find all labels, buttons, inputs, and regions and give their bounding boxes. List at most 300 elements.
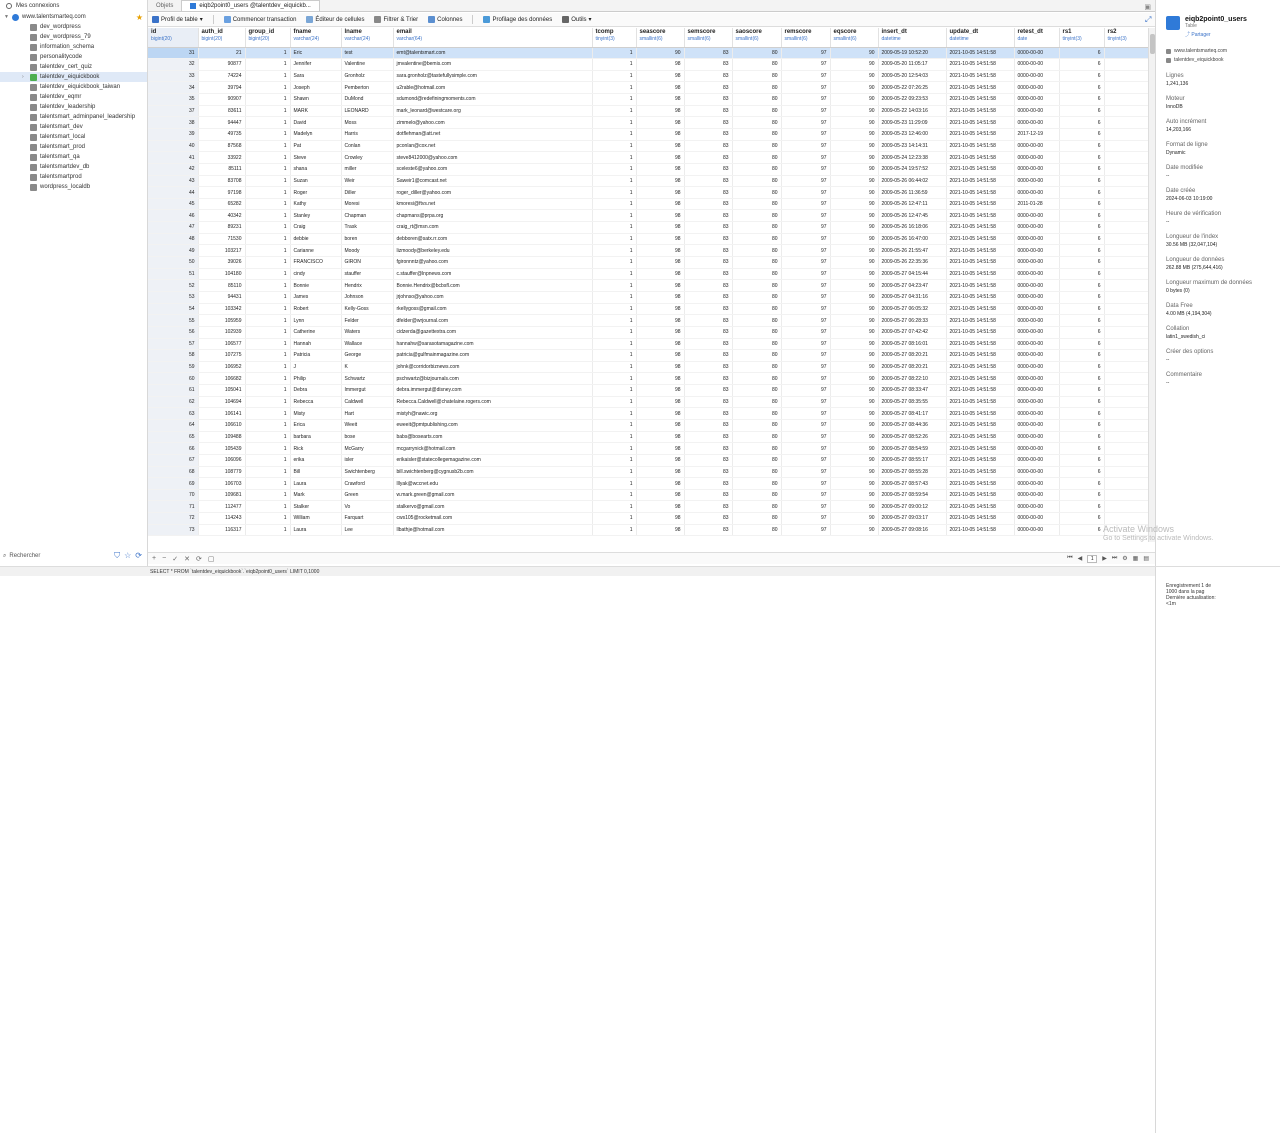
- column-header-seascore[interactable]: [636, 28, 684, 47]
- add-row-icon[interactable]: +: [152, 555, 157, 562]
- share-link[interactable]: ⤴ Partager: [1185, 32, 1211, 38]
- cell-semscore[interactable]: 83: [684, 163, 732, 175]
- cell-semscore[interactable]: 83: [684, 443, 732, 455]
- cell-rs1[interactable]: 6: [1059, 303, 1104, 315]
- cell-retest_dt[interactable]: 0000-00-00: [1014, 361, 1059, 373]
- table-row[interactable]: [148, 454, 1148, 466]
- cell-update_dt[interactable]: 2021-10-05 14:51:58: [946, 361, 1014, 373]
- column-header-id[interactable]: [148, 28, 198, 47]
- cell-insert_dt[interactable]: 2009-05-19 10:52:20: [878, 47, 946, 59]
- cell-email[interactable]: chapmans@prpa.org: [393, 210, 592, 222]
- cell-insert_dt[interactable]: 2009-05-27 08:22:10: [878, 373, 946, 385]
- cell-seascore[interactable]: 98: [636, 117, 684, 129]
- cell-remscore[interactable]: 97: [781, 175, 830, 187]
- cell-saoscore[interactable]: 80: [732, 70, 781, 82]
- cell-lname[interactable]: Diller: [341, 187, 393, 199]
- cell-email[interactable]: sceleste6@yahoo.com: [393, 163, 592, 175]
- cell-insert_dt[interactable]: 2009-05-23 11:29:09: [878, 117, 946, 129]
- cell-tcomp[interactable]: 1: [592, 268, 636, 280]
- cell-id[interactable]: 47: [148, 222, 198, 234]
- cell-saoscore[interactable]: 80: [732, 513, 781, 525]
- cell-retest_dt[interactable]: 0000-00-00: [1014, 524, 1059, 536]
- cell-id[interactable]: 58: [148, 350, 198, 362]
- cell-fname[interactable]: debbie: [290, 233, 341, 245]
- cell-fname[interactable]: Debra: [290, 385, 341, 397]
- cell-id[interactable]: 57: [148, 338, 198, 350]
- cell-rs1[interactable]: 6: [1059, 408, 1104, 420]
- table-row[interactable]: [148, 187, 1148, 199]
- cell-tcomp[interactable]: 1: [592, 210, 636, 222]
- cell-group_id[interactable]: 1: [245, 408, 290, 420]
- cell-group_id[interactable]: 1: [245, 187, 290, 199]
- cell-retest_dt[interactable]: 0000-00-00: [1014, 257, 1059, 269]
- cell-rs2[interactable]: [1104, 291, 1148, 303]
- form-view-icon[interactable]: ▤: [1143, 556, 1149, 562]
- cell-tcomp[interactable]: 1: [592, 408, 636, 420]
- cell-rs1[interactable]: 6: [1059, 59, 1104, 71]
- cell-remscore[interactable]: 97: [781, 478, 830, 490]
- cell-rs2[interactable]: [1104, 443, 1148, 455]
- cell-rs1[interactable]: 6: [1059, 431, 1104, 443]
- cell-tcomp[interactable]: 1: [592, 350, 636, 362]
- cell-semscore[interactable]: 83: [684, 233, 732, 245]
- cell-saoscore[interactable]: 80: [732, 303, 781, 315]
- cell-lname[interactable]: Felder: [341, 315, 393, 327]
- cell-seascore[interactable]: 98: [636, 152, 684, 164]
- cell-id[interactable]: 63: [148, 408, 198, 420]
- cell-auth_id[interactable]: 39794: [198, 82, 245, 94]
- table-row[interactable]: [148, 420, 1148, 432]
- cell-id[interactable]: 56: [148, 326, 198, 338]
- cell-saoscore[interactable]: 80: [732, 431, 781, 443]
- cell-fname[interactable]: cindy: [290, 268, 341, 280]
- cell-semscore[interactable]: 83: [684, 396, 732, 408]
- cell-retest_dt[interactable]: 0000-00-00: [1014, 291, 1059, 303]
- cell-lname[interactable]: LEONARD: [341, 105, 393, 117]
- cell-id[interactable]: 54: [148, 303, 198, 315]
- cell-semscore[interactable]: 83: [684, 117, 732, 129]
- cell-eqscore[interactable]: 90: [830, 280, 878, 292]
- cell-update_dt[interactable]: 2021-10-05 14:51:58: [946, 350, 1014, 362]
- table-row[interactable]: [148, 524, 1148, 536]
- cell-remscore[interactable]: 97: [781, 408, 830, 420]
- cell-remscore[interactable]: 97: [781, 280, 830, 292]
- cell-update_dt[interactable]: 2021-10-05 14:51:58: [946, 233, 1014, 245]
- cell-rs2[interactable]: [1104, 59, 1148, 71]
- cell-saoscore[interactable]: 80: [732, 373, 781, 385]
- cell-auth_id[interactable]: 40342: [198, 210, 245, 222]
- cell-semscore[interactable]: 83: [684, 222, 732, 234]
- cell-saoscore[interactable]: 80: [732, 47, 781, 59]
- cell-eqscore[interactable]: 90: [830, 222, 878, 234]
- cell-lname[interactable]: Lee: [341, 524, 393, 536]
- cell-update_dt[interactable]: 2021-10-05 14:51:58: [946, 291, 1014, 303]
- cell-eqscore[interactable]: 90: [830, 187, 878, 199]
- cell-eqscore[interactable]: 90: [830, 152, 878, 164]
- cell-saoscore[interactable]: 80: [732, 105, 781, 117]
- cell-fname[interactable]: Madelyn: [290, 128, 341, 140]
- cell-group_id[interactable]: 1: [245, 431, 290, 443]
- cell-id[interactable]: 34: [148, 82, 198, 94]
- cell-semscore[interactable]: 83: [684, 338, 732, 350]
- cell-remscore[interactable]: 97: [781, 140, 830, 152]
- cell-remscore[interactable]: 97: [781, 361, 830, 373]
- cell-seascore[interactable]: 98: [636, 350, 684, 362]
- cell-eqscore[interactable]: 90: [830, 70, 878, 82]
- cell-semscore[interactable]: 83: [684, 501, 732, 513]
- cell-remscore[interactable]: 97: [781, 291, 830, 303]
- cell-rs1[interactable]: 6: [1059, 396, 1104, 408]
- cell-semscore[interactable]: 83: [684, 245, 732, 257]
- cell-tcomp[interactable]: 1: [592, 291, 636, 303]
- sidebar-item-database[interactable]: [0, 72, 147, 82]
- cell-seascore[interactable]: 98: [636, 361, 684, 373]
- cell-semscore[interactable]: 83: [684, 350, 732, 362]
- cell-id[interactable]: 69: [148, 478, 198, 490]
- cell-auth_id[interactable]: 104694: [198, 396, 245, 408]
- cell-rs2[interactable]: [1104, 94, 1148, 106]
- cell-insert_dt[interactable]: 2009-05-27 08:35:55: [878, 396, 946, 408]
- cell-retest_dt[interactable]: 0000-00-00: [1014, 326, 1059, 338]
- cell-lname[interactable]: isler: [341, 454, 393, 466]
- cell-tcomp[interactable]: 1: [592, 187, 636, 199]
- cell-rs1[interactable]: 6: [1059, 501, 1104, 513]
- cell-group_id[interactable]: 1: [245, 524, 290, 536]
- cell-insert_dt[interactable]: 2009-05-27 06:28:33: [878, 315, 946, 327]
- cell-saoscore[interactable]: 80: [732, 59, 781, 71]
- cell-retest_dt[interactable]: 0000-00-00: [1014, 315, 1059, 327]
- cell-eqscore[interactable]: 90: [830, 82, 878, 94]
- cell-seascore[interactable]: 98: [636, 257, 684, 269]
- refresh-icon[interactable]: ⟳: [135, 551, 142, 560]
- cell-id[interactable]: 55: [148, 315, 198, 327]
- cell-update_dt[interactable]: 2021-10-05 14:51:58: [946, 408, 1014, 420]
- cell-insert_dt[interactable]: 2009-05-27 08:44:36: [878, 420, 946, 432]
- star-outline-icon[interactable]: ☆: [124, 551, 132, 560]
- cell-group_id[interactable]: 1: [245, 94, 290, 106]
- cell-auth_id[interactable]: 33922: [198, 152, 245, 164]
- cell-saoscore[interactable]: 80: [732, 152, 781, 164]
- cell-eqscore[interactable]: 90: [830, 431, 878, 443]
- cell-rs1[interactable]: 6: [1059, 105, 1104, 117]
- cell-semscore[interactable]: 83: [684, 385, 732, 397]
- cell-update_dt[interactable]: 2021-10-05 14:51:58: [946, 326, 1014, 338]
- cell-retest_dt[interactable]: 0000-00-00: [1014, 454, 1059, 466]
- tab-objects[interactable]: Objets: [156, 2, 174, 9]
- cell-fname[interactable]: Shawn: [290, 94, 341, 106]
- cell-retest_dt[interactable]: 0000-00-00: [1014, 117, 1059, 129]
- cell-eqscore[interactable]: 90: [830, 478, 878, 490]
- cell-group_id[interactable]: 1: [245, 117, 290, 129]
- cell-eqscore[interactable]: 90: [830, 396, 878, 408]
- cell-eqscore[interactable]: 90: [830, 315, 878, 327]
- cell-saoscore[interactable]: 80: [732, 454, 781, 466]
- cell-rs1[interactable]: 6: [1059, 210, 1104, 222]
- expand-icon[interactable]: ⤢: [1145, 15, 1152, 24]
- cell-eqscore[interactable]: 90: [830, 47, 878, 59]
- cell-eqscore[interactable]: 90: [830, 128, 878, 140]
- cell-auth_id[interactable]: 97198: [198, 187, 245, 199]
- cell-remscore[interactable]: 97: [781, 385, 830, 397]
- cell-insert_dt[interactable]: 2009-05-24 19:57:52: [878, 163, 946, 175]
- cell-fname[interactable]: Steve: [290, 152, 341, 164]
- column-header-auth_id[interactable]: [198, 28, 245, 47]
- cell-rs2[interactable]: [1104, 117, 1148, 129]
- cell-fname[interactable]: Patricia: [290, 350, 341, 362]
- cell-id[interactable]: 39: [148, 128, 198, 140]
- cell-lname[interactable]: Crowley: [341, 152, 393, 164]
- cell-tcomp[interactable]: 1: [592, 431, 636, 443]
- cell-update_dt[interactable]: 2021-10-05 14:51:58: [946, 175, 1014, 187]
- cell-lname[interactable]: Crawford: [341, 478, 393, 490]
- cell-auth_id[interactable]: 105041: [198, 385, 245, 397]
- cell-eqscore[interactable]: 90: [830, 105, 878, 117]
- table-row[interactable]: [148, 82, 1148, 94]
- cell-email[interactable]: mistyh@nawic.org: [393, 408, 592, 420]
- cell-remscore[interactable]: 97: [781, 163, 830, 175]
- cell-group_id[interactable]: 1: [245, 443, 290, 455]
- cell-eqscore[interactable]: 90: [830, 420, 878, 432]
- cell-seascore[interactable]: 98: [636, 140, 684, 152]
- cell-remscore[interactable]: 97: [781, 210, 830, 222]
- cell-email[interactable]: babs@bosearts.com: [393, 431, 592, 443]
- chevron-down-icon[interactable]: ▼: [4, 14, 9, 20]
- cell-rs1[interactable]: 6: [1059, 420, 1104, 432]
- cell-id[interactable]: 70: [148, 489, 198, 501]
- cell-fname[interactable]: Misty: [290, 408, 341, 420]
- cell-remscore[interactable]: 97: [781, 70, 830, 82]
- cell-tcomp[interactable]: 1: [592, 478, 636, 490]
- cell-saoscore[interactable]: 80: [732, 280, 781, 292]
- column-header-saoscore[interactable]: [732, 28, 781, 47]
- cell-auth_id[interactable]: 85110: [198, 280, 245, 292]
- cell-email[interactable]: emt@talentsmart.com: [393, 47, 592, 59]
- cell-remscore[interactable]: 97: [781, 466, 830, 478]
- cell-rs1[interactable]: 6: [1059, 280, 1104, 292]
- cell-rs2[interactable]: [1104, 303, 1148, 315]
- cell-semscore[interactable]: 83: [684, 268, 732, 280]
- cell-rs2[interactable]: [1104, 350, 1148, 362]
- cell-lname[interactable]: Moresi: [341, 198, 393, 210]
- cell-semscore[interactable]: 83: [684, 291, 732, 303]
- cell-retest_dt[interactable]: 0000-00-00: [1014, 478, 1059, 490]
- cell-insert_dt[interactable]: 2009-05-27 08:55:28: [878, 466, 946, 478]
- cell-auth_id[interactable]: 83611: [198, 105, 245, 117]
- cell-tcomp[interactable]: 1: [592, 140, 636, 152]
- cell-lname[interactable]: Vo: [341, 501, 393, 513]
- cell-fname[interactable]: Suzan: [290, 175, 341, 187]
- cell-update_dt[interactable]: 2021-10-05 14:51:58: [946, 117, 1014, 129]
- settings-icon[interactable]: ⚙: [1122, 556, 1128, 562]
- cell-lname[interactable]: Wallace: [341, 338, 393, 350]
- cell-group_id[interactable]: 1: [245, 47, 290, 59]
- cell-fname[interactable]: Bonnie: [290, 280, 341, 292]
- cell-fname[interactable]: Jennifer: [290, 59, 341, 71]
- cell-lname[interactable]: miller: [341, 163, 393, 175]
- cell-saoscore[interactable]: 80: [732, 291, 781, 303]
- tab-table[interactable]: eiqb2point0_users @talentdev_eiquickb...: [181, 0, 320, 11]
- cell-email[interactable]: lllyak@wccnet.edu: [393, 478, 592, 490]
- cell-email[interactable]: johnk@corridorbiznews.com: [393, 361, 592, 373]
- cell-id[interactable]: 64: [148, 420, 198, 432]
- search-input[interactable]: Rechercher: [9, 553, 41, 559]
- cell-saoscore[interactable]: 80: [732, 198, 781, 210]
- cell-email[interactable]: mark_leonard@westcare.org: [393, 105, 592, 117]
- cell-eqscore[interactable]: 90: [830, 385, 878, 397]
- cell-retest_dt[interactable]: 0000-00-00: [1014, 431, 1059, 443]
- cell-email[interactable]: mcgarrynick@hotmail.com: [393, 443, 592, 455]
- cell-rs1[interactable]: 6: [1059, 466, 1104, 478]
- cell-fname[interactable]: Catherine: [290, 326, 341, 338]
- cell-update_dt[interactable]: 2021-10-05 14:51:58: [946, 245, 1014, 257]
- cell-id[interactable]: 49: [148, 245, 198, 257]
- cell-lname[interactable]: McGarry: [341, 443, 393, 455]
- cell-tcomp[interactable]: 1: [592, 222, 636, 234]
- cell-lname[interactable]: test: [341, 47, 393, 59]
- cell-auth_id[interactable]: 106141: [198, 408, 245, 420]
- cell-insert_dt[interactable]: 2009-05-27 08:54:59: [878, 443, 946, 455]
- cell-email[interactable]: kmoresi@ftvs.net: [393, 198, 592, 210]
- cell-auth_id[interactable]: 74224: [198, 70, 245, 82]
- cell-insert_dt[interactable]: 2009-05-27 06:05:32: [878, 303, 946, 315]
- cell-email[interactable]: fgironnntz@yahoo.com: [393, 257, 592, 269]
- cell-tcomp[interactable]: 1: [592, 117, 636, 129]
- cell-lname[interactable]: Harris: [341, 128, 393, 140]
- cell-seascore[interactable]: 98: [636, 198, 684, 210]
- cell-remscore[interactable]: 97: [781, 268, 830, 280]
- sidebar-item-database[interactable]: [0, 172, 147, 182]
- cell-lname[interactable]: Johnson: [341, 291, 393, 303]
- cell-remscore[interactable]: 97: [781, 303, 830, 315]
- cell-rs1[interactable]: 6: [1059, 175, 1104, 187]
- cell-auth_id[interactable]: 112477: [198, 501, 245, 513]
- cell-saoscore[interactable]: 80: [732, 245, 781, 257]
- cell-semscore[interactable]: 83: [684, 82, 732, 94]
- cell-group_id[interactable]: 1: [245, 350, 290, 362]
- cell-id[interactable]: 66: [148, 443, 198, 455]
- cell-id[interactable]: 72: [148, 513, 198, 525]
- cell-group_id[interactable]: 1: [245, 326, 290, 338]
- cell-rs2[interactable]: [1104, 326, 1148, 338]
- cell-fname[interactable]: Carianne: [290, 245, 341, 257]
- cell-eqscore[interactable]: 90: [830, 454, 878, 466]
- cell-rs1[interactable]: 6: [1059, 187, 1104, 199]
- cell-rs2[interactable]: [1104, 478, 1148, 490]
- cell-group_id[interactable]: 1: [245, 210, 290, 222]
- cell-remscore[interactable]: 97: [781, 117, 830, 129]
- cell-id[interactable]: 65: [148, 431, 198, 443]
- cell-lname[interactable]: Kelly-Goss: [341, 303, 393, 315]
- cell-eqscore[interactable]: 90: [830, 513, 878, 525]
- cell-group_id[interactable]: 1: [245, 373, 290, 385]
- cell-email[interactable]: jmvalentine@bemis.com: [393, 59, 592, 71]
- cell-rs1[interactable]: 6: [1059, 152, 1104, 164]
- cell-rs2[interactable]: [1104, 513, 1148, 525]
- cell-editor-button[interactable]: Éditeur de cellules: [306, 16, 364, 23]
- cell-lname[interactable]: Caldwell: [341, 396, 393, 408]
- cell-auth_id[interactable]: 103217: [198, 245, 245, 257]
- cell-lname[interactable]: George: [341, 350, 393, 362]
- cell-saoscore[interactable]: 80: [732, 361, 781, 373]
- cell-eqscore[interactable]: 90: [830, 443, 878, 455]
- cell-saoscore[interactable]: 80: [732, 268, 781, 280]
- table-row[interactable]: [148, 70, 1148, 82]
- cell-lname[interactable]: Conlan: [341, 140, 393, 152]
- cell-auth_id[interactable]: 106577: [198, 338, 245, 350]
- cell-id[interactable]: 46: [148, 210, 198, 222]
- cell-rs2[interactable]: [1104, 222, 1148, 234]
- cell-auth_id[interactable]: 106952: [198, 361, 245, 373]
- cell-retest_dt[interactable]: 0000-00-00: [1014, 466, 1059, 478]
- cell-remscore[interactable]: 97: [781, 245, 830, 257]
- cell-tcomp[interactable]: 1: [592, 303, 636, 315]
- cell-fname[interactable]: Kathy: [290, 198, 341, 210]
- sidebar-item-database[interactable]: [0, 32, 147, 42]
- cell-id[interactable]: 59: [148, 361, 198, 373]
- cell-update_dt[interactable]: 2021-10-05 14:51:58: [946, 152, 1014, 164]
- cell-saoscore[interactable]: 80: [732, 326, 781, 338]
- cell-eqscore[interactable]: 90: [830, 501, 878, 513]
- cell-auth_id[interactable]: 94431: [198, 291, 245, 303]
- cell-insert_dt[interactable]: 2009-05-27 04:15:44: [878, 268, 946, 280]
- cell-remscore[interactable]: 97: [781, 59, 830, 71]
- cell-rs2[interactable]: [1104, 163, 1148, 175]
- cell-eqscore[interactable]: 90: [830, 361, 878, 373]
- sidebar-item-database[interactable]: [0, 92, 147, 102]
- cell-fname[interactable]: Stalker: [290, 501, 341, 513]
- cell-seascore[interactable]: 98: [636, 303, 684, 315]
- cell-auth_id[interactable]: 114243: [198, 513, 245, 525]
- cell-eqscore[interactable]: 90: [830, 338, 878, 350]
- cell-rs2[interactable]: [1104, 338, 1148, 350]
- cell-retest_dt[interactable]: 0000-00-00: [1014, 501, 1059, 513]
- cell-seascore[interactable]: 98: [636, 326, 684, 338]
- cell-saoscore[interactable]: 80: [732, 163, 781, 175]
- cell-group_id[interactable]: 1: [245, 70, 290, 82]
- cell-fname[interactable]: Lynn: [290, 315, 341, 327]
- last-page-icon[interactable]: ⏭: [1111, 555, 1118, 561]
- cell-saoscore[interactable]: 80: [732, 396, 781, 408]
- cell-rs1[interactable]: 6: [1059, 524, 1104, 536]
- cell-rs1[interactable]: 6: [1059, 117, 1104, 129]
- cell-rs1[interactable]: 6: [1059, 478, 1104, 490]
- cell-saoscore[interactable]: 80: [732, 140, 781, 152]
- cell-remscore[interactable]: 97: [781, 152, 830, 164]
- cell-semscore[interactable]: 83: [684, 478, 732, 490]
- filter-sort-button[interactable]: Filtrer & Trier: [374, 16, 418, 23]
- cell-id[interactable]: 51: [148, 268, 198, 280]
- cell-rs1[interactable]: 6: [1059, 163, 1104, 175]
- cell-update_dt[interactable]: 2021-10-05 14:51:58: [946, 128, 1014, 140]
- cell-rs2[interactable]: [1104, 187, 1148, 199]
- cell-lname[interactable]: GIRON: [341, 257, 393, 269]
- cell-rs1[interactable]: 6: [1059, 326, 1104, 338]
- cell-tcomp[interactable]: 1: [592, 152, 636, 164]
- cell-id[interactable]: 71: [148, 501, 198, 513]
- cell-fname[interactable]: Hannah: [290, 338, 341, 350]
- cell-remscore[interactable]: 97: [781, 350, 830, 362]
- cell-eqscore[interactable]: 90: [830, 257, 878, 269]
- cell-eqscore[interactable]: 90: [830, 524, 878, 536]
- cell-rs2[interactable]: [1104, 268, 1148, 280]
- cell-id[interactable]: 43: [148, 175, 198, 187]
- cell-saoscore[interactable]: 80: [732, 222, 781, 234]
- cell-id[interactable]: 52: [148, 280, 198, 292]
- cell-rs2[interactable]: [1104, 257, 1148, 269]
- cell-fname[interactable]: shana: [290, 163, 341, 175]
- cell-seascore[interactable]: 98: [636, 396, 684, 408]
- cell-eqscore[interactable]: 90: [830, 326, 878, 338]
